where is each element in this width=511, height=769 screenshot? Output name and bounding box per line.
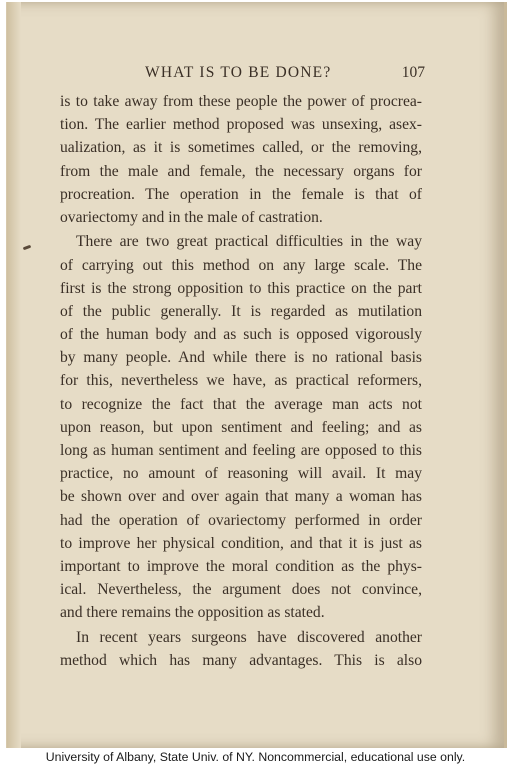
- text-line: ualization, as it is sometimes called, or the removing,: [60, 139, 422, 157]
- text-line: practice, no amount of reasoning will avail. It may: [60, 465, 422, 483]
- text-line: procreation. The operation in the female is that of: [60, 185, 422, 203]
- text-line: be shown over and over again that many a woman has: [60, 488, 422, 506]
- text-line: of the human body and as such is opposed vigorously: [60, 326, 422, 344]
- text-line: from the male and female, the necessary organs for: [60, 162, 422, 180]
- running-header: [60, 64, 425, 84]
- text-line: important to improve the moral condition as the phys-: [60, 557, 422, 575]
- text-line: by many people. And while there is no rational basis: [60, 349, 422, 367]
- margin-mark: [23, 245, 32, 251]
- text-line: first is the strong opposition to this practice on the part: [60, 279, 422, 297]
- running-title: WHAT IS TO BE DONE?: [145, 64, 332, 81]
- text-line: long as human sentiment and feeling are opposed to this: [60, 442, 422, 459]
- text-line: to recognize the fact that the average man acts not: [60, 395, 422, 413]
- body-text: [60, 90, 422, 672]
- credit-footer: University of Albany, State Univ. of NY. Noncommercial, educational use only.: [0, 750, 511, 769]
- text-line: for this, nevertheless we have, as practical reformers,: [60, 372, 422, 390]
- text-line: In recent years surgeons have discovered another: [76, 628, 422, 646]
- page-gutter: [7, 2, 21, 748]
- text-line: and there remains the opposition as stated.: [60, 604, 325, 622]
- page-number: 107: [401, 64, 425, 81]
- text-line: tion. The earlier method proposed was unsexing, asex-: [60, 116, 422, 134]
- text-line: There are two great practical difficulties in the way: [76, 233, 422, 251]
- text-line: ical. Nevertheless, the argument does not convince,: [60, 581, 422, 599]
- text-line: ovariectomy and in the male of castration.: [60, 208, 323, 226]
- text-line: had the operation of ovariectomy performed in order: [60, 511, 422, 529]
- text-line: to improve her physical condition, and that it is just as: [60, 534, 422, 552]
- text-line: of carrying out this method on any large scale. The: [60, 256, 422, 274]
- text-line: method which has many advantages. This is also: [60, 651, 422, 669]
- text-line: upon reason, but upon sentiment and feeling; and as: [60, 418, 422, 436]
- text-line: of the public generally. It is regarded as mutilation: [60, 302, 422, 320]
- text-line: is to take away from these people the power of procrea-: [60, 93, 422, 110]
